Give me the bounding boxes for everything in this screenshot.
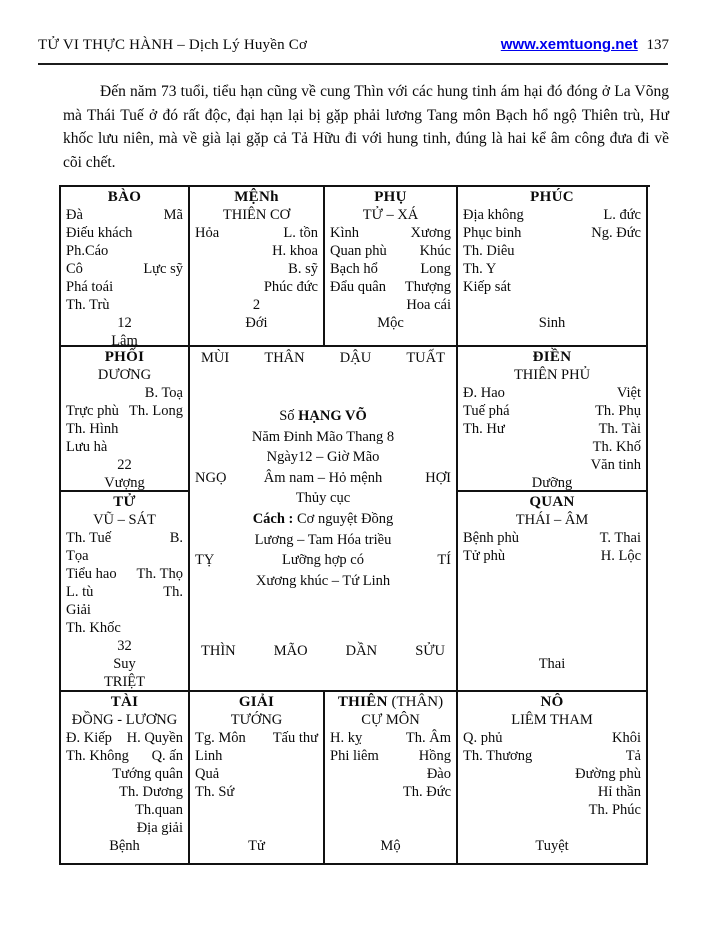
star-left <box>195 278 199 296</box>
palace-title: GIẢI <box>238 694 275 710</box>
star-right: Hỉ thần <box>597 784 641 800</box>
star-left <box>463 438 467 456</box>
info-year-line: Năm Đinh Mão Thang 8 <box>251 428 395 445</box>
palace-title: ĐIỀN <box>532 349 572 365</box>
star-line: Lâm <box>111 333 138 347</box>
palace-main-stars: TƯỚNG <box>230 712 283 728</box>
star-line <box>330 224 451 242</box>
star-left: Th. Y <box>463 261 497 277</box>
palace-main-stars: CỰ MÔN <box>361 712 420 728</box>
star-left: Bạch hổ <box>330 261 378 277</box>
blank-line <box>463 601 641 619</box>
star-right: Th. Âm <box>405 730 451 746</box>
star-right: Văn tinh <box>590 457 641 473</box>
branch-dan: DẦN <box>345 643 378 659</box>
natal-info <box>195 406 451 591</box>
info-menh-line <box>195 468 451 489</box>
star-line <box>66 819 183 837</box>
blank-line <box>330 819 451 837</box>
star-right: Tả <box>625 748 641 764</box>
star-left: Đ. Hao <box>463 385 505 401</box>
palace-main-stars: ĐỒNG - LƯƠNG <box>71 712 178 728</box>
star-line <box>195 242 318 260</box>
cach-label: Cách : <box>252 510 294 527</box>
star-left: Th. Thương <box>463 748 533 764</box>
star-right: Th. Long <box>129 403 183 419</box>
star-right: Th.quan <box>135 802 183 818</box>
star-line: 22 <box>117 457 132 473</box>
branch-thin: THÌN <box>201 643 236 659</box>
star-left: Địa không <box>463 207 524 223</box>
info-luong-line <box>195 550 451 571</box>
header-right <box>501 36 669 54</box>
star-left <box>66 783 70 801</box>
star-line <box>66 242 183 260</box>
palace-title: PHỐI <box>104 349 145 365</box>
star-line <box>195 765 318 783</box>
so-label: Số <box>279 408 299 424</box>
star-left: Tử phù <box>463 548 506 564</box>
person-name: HẠNG VÕ <box>298 408 367 424</box>
star-right: Đào <box>426 766 451 782</box>
branch-tuat: TUẤT <box>406 350 445 366</box>
star-left: Th. Khốc <box>66 620 121 636</box>
star-line <box>463 224 641 242</box>
star-right: Th. Dương <box>119 784 183 800</box>
blank-line <box>463 619 641 637</box>
star-line <box>463 747 641 765</box>
star-line: 2 <box>252 297 261 313</box>
branch-row-top <box>195 349 451 367</box>
star-right: Th. Tài <box>598 421 641 437</box>
star-left: Đ. Kiếp <box>66 730 112 746</box>
branch-mao: MÃO <box>273 643 308 659</box>
star-right: Xương <box>410 225 451 241</box>
star-left <box>463 783 467 801</box>
star-left: Th. Diêu <box>463 243 515 259</box>
palace-main-stars: VŨ – SÁT <box>93 512 156 528</box>
palace-menh <box>190 187 325 347</box>
star-line: Mộ <box>380 838 401 854</box>
star-right: H. Lộc <box>600 548 641 564</box>
branch-ty: TỴ <box>195 552 215 569</box>
star-right: Việt <box>616 385 641 401</box>
star-left: Linh <box>195 748 223 764</box>
star-left <box>463 801 467 819</box>
star-line: Tuyệt <box>535 838 569 854</box>
star-left: Tuế phá <box>463 403 510 419</box>
star-line <box>330 729 451 747</box>
star-left: Đẩu quân <box>330 279 386 295</box>
star-line <box>463 402 641 420</box>
star-line <box>463 438 641 456</box>
palace-title: BÀO <box>107 189 142 205</box>
star-line: Bệnh <box>109 838 140 854</box>
star-left: Ph.Cáo <box>66 243 109 259</box>
star-left: Đà <box>66 207 83 223</box>
star-right: Th. Phụ <box>595 403 641 419</box>
menh-text: Âm nam – Hỏ mệnh <box>263 469 383 486</box>
branch-than: THÂN <box>264 350 305 366</box>
star-left: Phục binh <box>463 225 522 241</box>
star-line <box>66 565 183 583</box>
book-title: TỬ VI THỰC HÀNH – Dịch Lý Huyền Cơ <box>38 37 308 53</box>
star-line <box>66 747 183 765</box>
star-left: Tiểu hao <box>66 566 117 582</box>
palace-main-stars: THIÊN CƠ <box>222 207 291 223</box>
star-line <box>66 420 183 438</box>
star-line: TRIỆT <box>103 674 146 690</box>
star-left: H. kỵ <box>330 730 363 746</box>
star-left: Th. Trù <box>66 297 110 313</box>
star-line <box>195 783 318 801</box>
star-right: B. sỹ <box>288 261 318 277</box>
star-right: Th. Phúc <box>588 802 641 818</box>
star-line <box>66 260 183 278</box>
star-right: Tấu thư <box>272 730 318 746</box>
star-left: Giải <box>66 602 91 618</box>
star-line: Tử <box>248 838 265 854</box>
star-left: Phi liêm <box>330 748 379 764</box>
star-line <box>66 384 183 402</box>
star-line <box>66 765 183 783</box>
star-left: Tọa <box>66 548 89 564</box>
star-right: Th. Khố <box>592 439 641 455</box>
star-line <box>66 601 183 619</box>
star-right: Địa giải <box>136 820 183 836</box>
chart-center <box>190 347 458 692</box>
star-line <box>463 783 641 801</box>
star-line <box>463 456 641 474</box>
star-line <box>195 278 318 296</box>
palace-title: QUAN <box>529 494 575 510</box>
palace-tai <box>61 692 190 865</box>
star-right: Th. Thọ <box>136 566 183 582</box>
star-line <box>195 747 318 765</box>
cach-text: Cơ nguyệt Đồng <box>293 510 394 527</box>
star-right: Th. <box>163 584 183 600</box>
star-left: Bệnh phù <box>463 530 519 546</box>
star-right: Khôi <box>612 730 641 746</box>
star-line: Sinh <box>538 315 566 331</box>
header-divider <box>38 63 668 65</box>
star-left: Phá toái <box>66 279 114 295</box>
star-left: Lưu hà <box>66 439 108 455</box>
branch-dau: DẬU <box>339 350 372 366</box>
star-line <box>463 729 641 747</box>
star-line <box>66 801 183 819</box>
star-line <box>195 224 318 242</box>
star-line <box>66 278 183 296</box>
star-left: Th. Sứ <box>195 784 235 800</box>
star-line <box>66 583 183 601</box>
star-right: Thượng <box>404 279 451 295</box>
star-line: Suy <box>113 656 136 672</box>
blank-line <box>463 565 641 583</box>
tuvi-chart <box>59 185 650 865</box>
star-left: Quan phù <box>330 243 387 259</box>
palace-thien <box>325 692 458 865</box>
star-line: Đới <box>245 315 268 331</box>
info-cach-line-2: Lương – Tam Hóa triều <box>254 531 392 548</box>
star-right: Tướng quân <box>112 766 183 782</box>
star-right: T. Thai <box>599 530 641 546</box>
star-left: Quả <box>195 766 220 782</box>
star-left <box>330 765 334 783</box>
star-line: Vượng <box>104 475 145 491</box>
star-line <box>330 242 451 260</box>
star-left: Cô <box>66 261 83 277</box>
star-line <box>330 783 451 801</box>
palace-title: PHÚC <box>530 189 574 205</box>
star-right: L. đức <box>603 207 641 223</box>
star-line: 32 <box>117 638 132 654</box>
blank-line <box>195 819 318 837</box>
palace-title: NÔ <box>540 694 564 710</box>
star-line <box>66 224 183 242</box>
star-right: L. tồn <box>283 225 318 241</box>
star-left <box>463 765 467 783</box>
branch-suu: SỬU <box>415 643 445 659</box>
blank-line <box>463 583 641 601</box>
star-left <box>66 384 70 402</box>
palace-title: MỆNh <box>234 189 279 205</box>
star-right: Mã <box>163 207 183 223</box>
star-left: Tg. Môn <box>195 730 246 746</box>
palace-phoi <box>61 347 190 492</box>
palace-main-stars: THIÊN PHỦ <box>513 367 591 383</box>
palace-phuc <box>458 187 648 347</box>
palace-title: THIÊN (THÂN) <box>337 694 444 710</box>
info-name-line <box>195 406 451 427</box>
branch-ti: TÍ <box>437 552 451 569</box>
palace-no <box>458 692 648 865</box>
star-line <box>463 384 641 402</box>
star-line <box>463 801 641 819</box>
star-right: Lực sỹ <box>143 261 183 277</box>
star-left: Th. Không <box>66 748 129 764</box>
star-line <box>463 547 641 565</box>
palace-title: PHỤ <box>374 189 407 205</box>
blank-line <box>463 819 641 837</box>
luong-text: Lưỡng hợp có <box>282 552 364 569</box>
palace-main-stars: DƯƠNG <box>97 367 152 383</box>
star-right: Khúc <box>419 243 451 259</box>
star-line: 12 <box>117 315 132 331</box>
palace-title: TỬ <box>113 494 136 510</box>
star-left: Th. Tuế <box>66 530 112 546</box>
info-xuongkhuc-line: Xương khúc – Tứ Linh <box>255 572 391 589</box>
star-right: Phúc đức <box>263 279 318 295</box>
blank-line <box>463 637 641 655</box>
blank-line <box>463 296 641 314</box>
star-line: Mộc <box>377 315 404 331</box>
star-line <box>195 729 318 747</box>
star-left <box>66 765 70 783</box>
star-left: Trực phù <box>66 403 119 419</box>
star-line <box>463 206 641 224</box>
website-link[interactable]: www.xemtuong.net <box>500 36 638 53</box>
star-line <box>66 402 183 420</box>
star-left <box>330 296 334 314</box>
info-cach-line <box>195 509 451 530</box>
info-cuc-line: Thủy cục <box>295 490 351 507</box>
star-right: Th. Đức <box>402 784 451 800</box>
star-left: Kình <box>330 225 359 241</box>
star-line <box>66 783 183 801</box>
star-line <box>66 206 183 224</box>
star-line: Thai <box>538 656 566 672</box>
star-line <box>330 296 451 314</box>
star-right: B. <box>169 530 183 546</box>
star-left <box>195 260 199 278</box>
star-left: Kiếp sát <box>463 279 511 295</box>
star-line <box>66 438 183 456</box>
palace-phu <box>325 187 458 347</box>
blank-line <box>195 801 318 819</box>
star-line <box>463 765 641 783</box>
star-line <box>463 420 641 438</box>
star-left: Th. Hư <box>463 421 505 437</box>
star-left: L. tù <box>66 584 94 600</box>
palace-tu <box>61 492 190 692</box>
star-line: Dưỡng <box>531 475 573 491</box>
star-left: Q. phủ <box>463 730 503 746</box>
star-left <box>463 456 467 474</box>
star-line <box>463 529 641 547</box>
star-line <box>66 619 183 637</box>
page-number: 137 <box>646 37 669 53</box>
branch-row-bottom <box>195 642 451 660</box>
info-day-line: Ngày12 – Giờ Mão <box>266 449 380 466</box>
star-left <box>195 242 199 260</box>
star-left: Th. Hình <box>66 421 119 437</box>
star-right: Long <box>420 261 451 277</box>
branch-hoi: HỢI <box>425 469 451 486</box>
star-line <box>195 260 318 278</box>
palace-giai <box>190 692 325 865</box>
page-header <box>38 36 669 54</box>
star-right: Hồng <box>418 748 451 764</box>
star-line <box>330 278 451 296</box>
star-right: B. Toạ <box>144 385 183 401</box>
palace-quan <box>458 492 648 692</box>
star-right: H. khoa <box>272 243 318 259</box>
star-line <box>330 747 451 765</box>
star-left <box>330 783 334 801</box>
star-line <box>66 296 183 314</box>
star-right: H. Quyền <box>126 730 183 746</box>
star-line <box>330 765 451 783</box>
star-right: Q. ấn <box>151 748 183 764</box>
star-line <box>66 547 183 565</box>
star-line <box>66 729 183 747</box>
intro-paragraph: Đến năm 73 tuổi, tiểu hạn cũng về cung Thìn với các hung tinh ám hại đó đóng ở La Võng mà Thái Tuế ở đó rất độc, đại hạn lại bị gặp phải lương Tang môn Bạch hổ ngộ Thiên trù, Hư khốc lưu niên, mà về già lại gặp cả Tả Hữu đi với hung tinh, đúng là hai kể âm công đưa đi về cõi chết. <box>63 83 669 171</box>
palace-bao <box>61 187 190 347</box>
palace-title: TÀI <box>110 694 139 710</box>
branch-mui: MÙI <box>201 350 230 366</box>
palace-dien <box>458 347 648 492</box>
star-line <box>463 260 641 278</box>
star-line <box>330 260 451 278</box>
star-line <box>66 529 183 547</box>
star-right: Hoa cái <box>406 297 451 313</box>
star-line <box>463 278 641 296</box>
branch-ngo: NGỌ <box>195 469 227 486</box>
palace-main-stars: LIÊM THAM <box>511 712 593 728</box>
star-right: Đường phù <box>575 766 641 782</box>
blank-line <box>330 801 451 819</box>
star-left <box>66 801 70 819</box>
star-left <box>66 819 70 837</box>
star-right: Ng. Đức <box>591 225 641 241</box>
star-line <box>463 242 641 260</box>
star-left: Hỏa <box>195 225 220 241</box>
palace-main-stars: TỬ – XÁ <box>362 207 419 223</box>
palace-main-stars: THÁI – ÂM <box>515 512 589 528</box>
star-left: Điếu khách <box>66 225 133 241</box>
